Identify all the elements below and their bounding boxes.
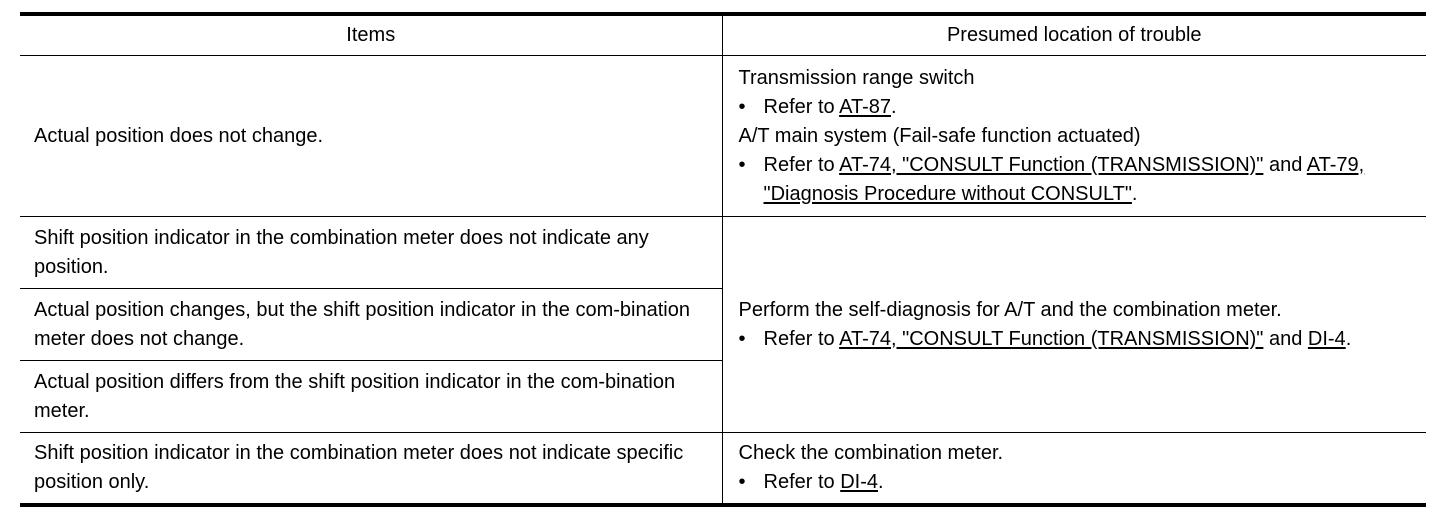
ref-link-di-4[interactable]: DI-4 [1307, 327, 1346, 350]
item-cell: Actual position changes, but the shift position indicator in the com-bination meter does not change. [20, 289, 722, 361]
ref-link-at-87[interactable]: AT-87 [839, 95, 891, 118]
ref-link-at-74[interactable]: AT-74, "CONSULT Function (TRANSMISSION)" [839, 327, 1264, 350]
header-location: Presumed location of trouble [722, 14, 1426, 56]
location-bullet [739, 325, 1415, 354]
header-row [20, 14, 1426, 56]
bullet-text: and [1263, 153, 1307, 176]
ref-link-di-4[interactable]: DI-4 [840, 471, 878, 493]
bullet-icon: • [738, 153, 746, 176]
bullet-icon: • [738, 471, 746, 493]
location-line: Transmission range switch [738, 66, 975, 89]
bullet-text: . [1131, 182, 1138, 205]
location-line: Perform the self-diagnosis for A/T and the combination meter. [738, 298, 1282, 321]
item-cell: Actual position differs from the shift position indicator in the com-bination meter. [20, 361, 722, 433]
bullet-text: . [878, 471, 884, 493]
bullet-text: . [890, 95, 897, 118]
location-bullet [739, 468, 1415, 497]
ref-link-at-74[interactable]: AT-74, "CONSULT Function (TRANSMISSION)" [839, 153, 1264, 176]
bullet-text: Refer to [763, 471, 841, 493]
header-items: Items [20, 14, 722, 56]
location-line: A/T main system (Fail-safe function actuated) [738, 124, 1141, 147]
bullet-text: and [1263, 327, 1308, 350]
location-cell [722, 433, 1426, 506]
location-cell-merged [722, 217, 1426, 433]
location-line: Check the combination meter. [738, 442, 1004, 464]
item-cell: Actual position does not change. [20, 56, 722, 217]
ref-link-at-79[interactable]: AT-79, "Diagnosis Procedure without CONSULT" [763, 153, 1365, 205]
bullet-text: Refer to [763, 153, 840, 176]
location-bullet [739, 93, 1415, 122]
item-cell: Shift position indicator in the combination meter does not indicate any position. [20, 217, 722, 289]
bullet-text: Refer to [763, 327, 840, 350]
trouble-table-container [20, 12, 1426, 507]
bullet-text: Refer to [763, 95, 840, 118]
table-row [20, 433, 1426, 506]
bullet-text: . [1345, 327, 1352, 350]
trouble-diagnosis-table [20, 12, 1426, 507]
location-bullet [739, 151, 1415, 209]
location-cell [722, 56, 1426, 217]
table-row [20, 56, 1426, 217]
bullet-icon: • [738, 327, 746, 350]
table-row [20, 217, 1426, 289]
item-cell: Shift position indicator in the combination meter does not indicate specific position only. [20, 433, 722, 506]
bullet-icon: • [738, 95, 746, 118]
